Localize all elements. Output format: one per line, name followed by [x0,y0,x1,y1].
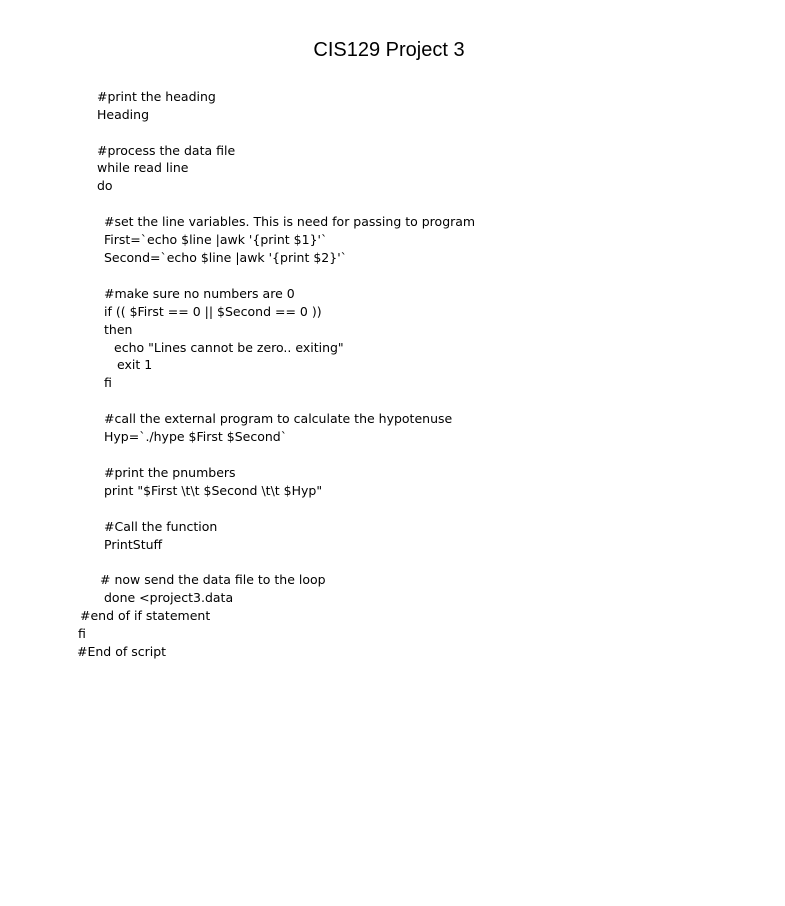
code-line: First=`echo $line |awk '{print $1}'` [104,232,328,247]
document-title: CIS129 Project 3 [313,39,465,61]
code-line: Hyp=`./hype $First $Second` [104,429,287,444]
code-line: #End of script [77,644,167,659]
code-line: echo "Lines cannot be zero.. exiting" [114,340,344,355]
code-line: Second=`echo $line |awk '{print $2}'` [104,250,347,265]
code-line: do [97,178,113,193]
code-line: #print the pnumbers [104,465,236,480]
code-line: #end of if statement [80,608,211,623]
code-line: exit 1 [117,357,153,372]
code-line: then [104,322,133,337]
code-line: #call the external program to calculate the hypotenuse [104,411,453,426]
code-line: #print the heading [97,89,216,104]
code-line: fi [78,626,86,641]
code-line: fi [104,375,112,390]
code-line: print "$First \t\t $Second \t\t $Hyp" [104,483,323,498]
code-line: PrintStuff [104,537,163,552]
code-line: if (( $First == 0 || $Second == 0 )) [104,304,322,319]
code-line: # now send the data file to the loop [100,572,326,587]
code-line: #process the data file [97,143,236,158]
code-line: while read line [97,160,189,175]
code-line: #make sure no numbers are 0 [104,286,295,301]
code-line: done <project3.data [104,590,234,605]
code-line: Heading [97,107,150,122]
code-line: #set the line variables. This is need for passing to program [104,214,476,229]
code-line: #Call the function [104,519,218,534]
